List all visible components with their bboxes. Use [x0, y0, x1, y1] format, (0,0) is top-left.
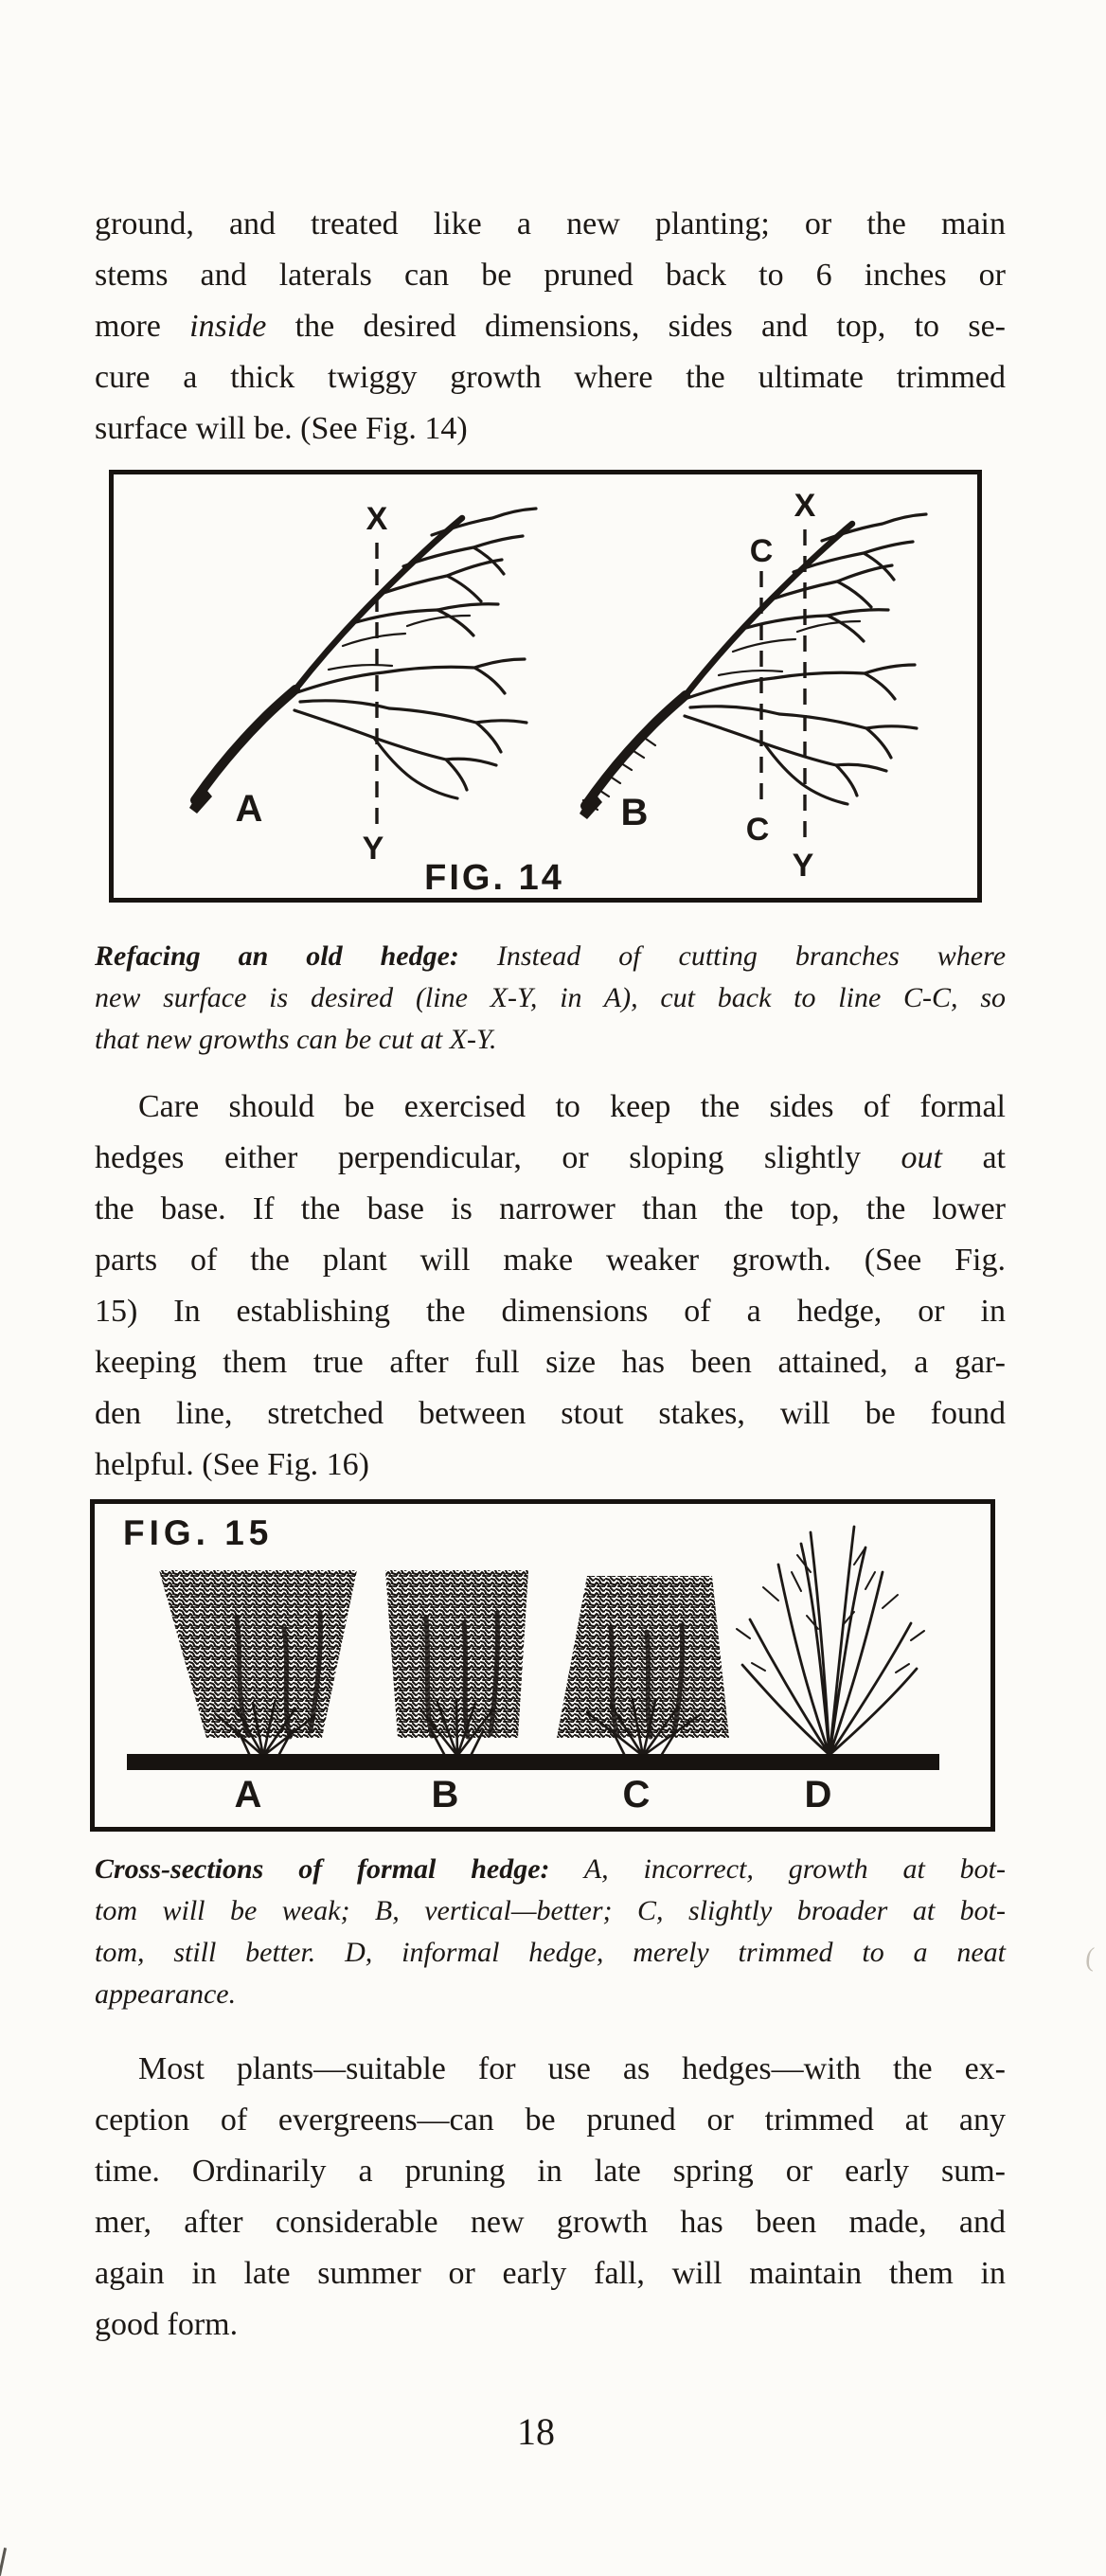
fig15-label-b: B: [431, 1774, 459, 1816]
text-line: ception of evergreens—can be pruned or trimmed at any: [95, 2102, 1006, 2138]
fig14-label-c-bottom: C: [745, 812, 770, 848]
text-line: tom, still better. D, informal hedge, merely trimmed to a neat: [95, 1937, 1006, 1968]
fig15-label-d: D: [804, 1774, 832, 1816]
fig14-illustration: [114, 474, 977, 898]
text-line: surface will be. (See Fig. 14): [95, 411, 468, 446]
text-line: appearance.: [95, 1978, 237, 2010]
text-line: Care should be exercised to keep the sides of formal: [138, 1089, 1006, 1124]
text-line: 15) In establishing the dimensions of a hedge, or in: [95, 1294, 1006, 1329]
fig15-hedge-c: [557, 1576, 729, 1756]
scan-artifact-paren-mark: (: [1083, 1942, 1096, 1974]
fig14-label-y-b: Y: [792, 848, 814, 884]
fig15-label-c: C: [622, 1774, 651, 1816]
fig15-hedge-d: [737, 1527, 924, 1755]
page-number: 18: [517, 2410, 555, 2453]
text-line: more inside the desired dimensions, sides and top, to se-: [95, 309, 1006, 344]
text-line: time. Ordinarily a pruning in late spring or early sum-: [95, 2154, 1006, 2189]
fig15-title: FIG. 15: [123, 1513, 274, 1552]
text-line: the base. If the base is narrower than the top, the lower: [95, 1191, 1006, 1226]
figure-14: [109, 470, 982, 903]
fig15-hedge-b: [385, 1570, 528, 1756]
text-line: that new growths can be cut at X-Y.: [95, 1024, 497, 1055]
fig14-label-a: A: [235, 788, 263, 830]
figure-15-caption: [95, 1849, 1006, 2015]
text-line: Most plants—suitable for use as hedges—with the ex-: [138, 2051, 1006, 2086]
text-line: tom will be weak; B, vertical—better; C, slightly broader at bot-: [95, 1895, 1006, 1926]
paragraph-intro: [95, 199, 1006, 455]
text-line: Cross-sections of formal hedge: A, incorrect, growth at bot-: [95, 1853, 1006, 1885]
text-line: new surface is desired (line X-Y, in A), cut back to line C-C, so: [95, 982, 1006, 1013]
scan-artifact-corner-mark: [0, 2548, 7, 2576]
paragraph-most-plants: [95, 2044, 1006, 2351]
fig14-title: FIG. 14: [424, 858, 564, 898]
text-line: stems and laterals can be pruned back to 6 inches or: [95, 258, 1006, 293]
paragraph-care: [95, 1082, 1006, 1491]
text-line: den line, stretched between stout stakes, will be found: [95, 1396, 1006, 1431]
text-line: parts of the plant will make weaker growth. (See Fig.: [95, 1243, 1006, 1278]
text-line: good form.: [95, 2307, 239, 2342]
fig15-label-a: A: [234, 1774, 262, 1816]
figure-15: [90, 1499, 995, 1832]
fig15-ground-bar: [127, 1754, 939, 1770]
figure-14-caption: [95, 936, 1006, 1061]
fig14-label-c-top: C: [749, 533, 774, 569]
fig15-hedge-a: [159, 1570, 357, 1756]
fig14-label-b: B: [620, 792, 649, 833]
text-line: mer, after considerable new growth has been made, and: [95, 2205, 1006, 2240]
text-line: helpful. (See Fig. 16): [95, 1447, 369, 1482]
text-line: again in late summer or early fall, will maintain them in: [95, 2256, 1006, 2291]
fig14-plant-a: [189, 509, 536, 814]
text-line: ground, and treated like a new planting; or the main: [95, 206, 1006, 242]
fig14-label-x-a: X: [366, 501, 388, 537]
text-line: keeping them true after full size has been attained, a gar-: [95, 1345, 1006, 1380]
fig14-label-x-b: X: [794, 488, 816, 524]
fig14-label-y-a: Y: [362, 831, 384, 867]
text-line: Refacing an old hedge: Instead of cutting branches where: [95, 940, 1007, 972]
fig15-illustration: [95, 1504, 990, 1827]
text-line: cure a thick twiggy growth where the ultimate trimmed: [95, 360, 1006, 395]
text-line: hedges either perpendicular, or sloping slightly out at: [95, 1140, 1007, 1175]
